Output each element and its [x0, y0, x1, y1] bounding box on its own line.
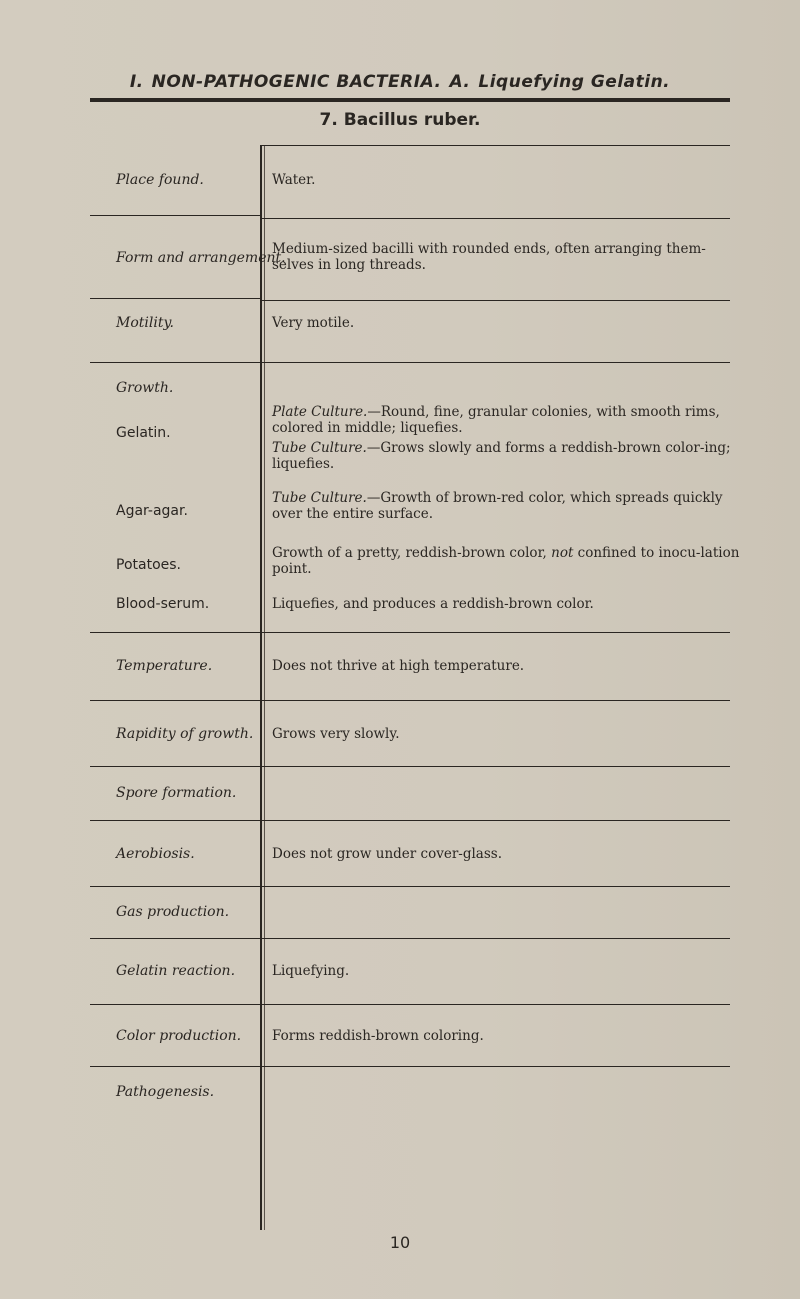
row-label-gas-production: Gas production. — [116, 904, 230, 920]
row-label-pathogenesis: Pathogenesis. — [116, 1084, 215, 1100]
row-divider — [90, 938, 730, 939]
row-divider — [90, 1004, 730, 1005]
row-value-rapidity: Grows very slowly. — [272, 726, 400, 742]
tube-culture-prefix: Tube Culture. — [272, 440, 367, 456]
row-divider — [90, 1066, 730, 1067]
row-label-form-arrangement: Form and arrangement. — [116, 250, 286, 266]
potatoes-text-b: confined to inocu-lation point. — [272, 545, 740, 577]
row-divider — [262, 300, 730, 301]
growth-gelatin-tube — [272, 440, 742, 472]
row-divider — [90, 820, 730, 821]
header-rule — [90, 98, 730, 102]
growth-agar-label: Agar-agar. — [116, 503, 188, 519]
row-value-form-arrangement: Medium-sized bacilli with rounded ends, often arranging them-selves in long threads. — [272, 241, 706, 273]
row-label-temperature: Temperature. — [116, 658, 213, 674]
growth-potatoes-value — [272, 545, 742, 577]
column-divider-inner — [264, 145, 265, 1230]
row-divider — [90, 766, 730, 767]
running-header — [0, 72, 800, 92]
potatoes-text-a: Growth of a pretty, reddish-brown color, — [272, 545, 552, 561]
row-label-color-production: Color production. — [116, 1028, 242, 1044]
agar-tube-prefix: Tube Culture. — [272, 490, 367, 506]
growth-gelatin-label: Gelatin. — [116, 425, 171, 441]
row-divider — [262, 145, 730, 146]
header-subsection: A. — [449, 72, 471, 92]
header-subtitle: Liquefying Gelatin. — [478, 72, 671, 92]
growth-gelatin-plate — [272, 404, 742, 436]
growth-potatoes-label: Potatoes. — [116, 557, 181, 573]
agar-tube-text: —Growth of brown-red color, which spreads quickly over the entire surface. — [272, 490, 723, 522]
growth-blood-label: Blood-serum. — [116, 596, 210, 612]
growth-agar-value — [272, 490, 742, 522]
row-divider — [90, 700, 730, 701]
plate-culture-prefix: Plate Culture. — [272, 404, 368, 420]
header-section: I. — [129, 72, 144, 92]
row-divider — [90, 362, 730, 363]
row-value-place-found: Water. — [272, 172, 316, 188]
row-label-place-found: Place found. — [116, 172, 204, 188]
row-value-aerobiosis: Does not grow under cover-glass. — [272, 846, 503, 862]
header-title: NON-PATHOGENIC BACTERIA. — [151, 72, 442, 92]
growth-blood-value: Liquefies, and produces a reddish-brown color. — [272, 596, 594, 612]
organism-title: 7. Bacillus ruber. — [319, 110, 481, 130]
column-divider — [260, 145, 262, 1230]
row-value-gelatin-reaction: Liquefying. — [272, 963, 350, 979]
tube-culture-text: —Grows slowly and forms a reddish-brown color-ing; liquefies. — [272, 440, 731, 472]
page-number: 10 — [389, 1233, 411, 1252]
row-label-gelatin-reaction: Gelatin reaction. — [116, 963, 236, 979]
row-divider — [90, 215, 260, 216]
plate-culture-text: —Round, fine, granular colonies, with smooth rims, colored in middle; liquefies. — [272, 404, 720, 436]
row-label-growth: Growth. — [116, 380, 174, 396]
row-label-motility: Motility. — [116, 315, 174, 331]
row-value-color-production: Forms reddish-brown coloring. — [272, 1028, 484, 1044]
row-value-motility: Very motile. — [272, 315, 355, 331]
row-label-rapidity: Rapidity of growth. — [116, 726, 254, 742]
row-label-aerobiosis: Aerobiosis. — [116, 846, 195, 862]
potatoes-not: not — [551, 545, 574, 561]
row-divider — [262, 218, 730, 219]
row-value-temperature: Does not thrive at high temperature. — [272, 658, 525, 674]
row-divider — [90, 632, 730, 633]
row-divider — [90, 886, 730, 887]
row-divider — [90, 298, 260, 299]
row-label-spore-formation: Spore formation. — [116, 785, 237, 801]
